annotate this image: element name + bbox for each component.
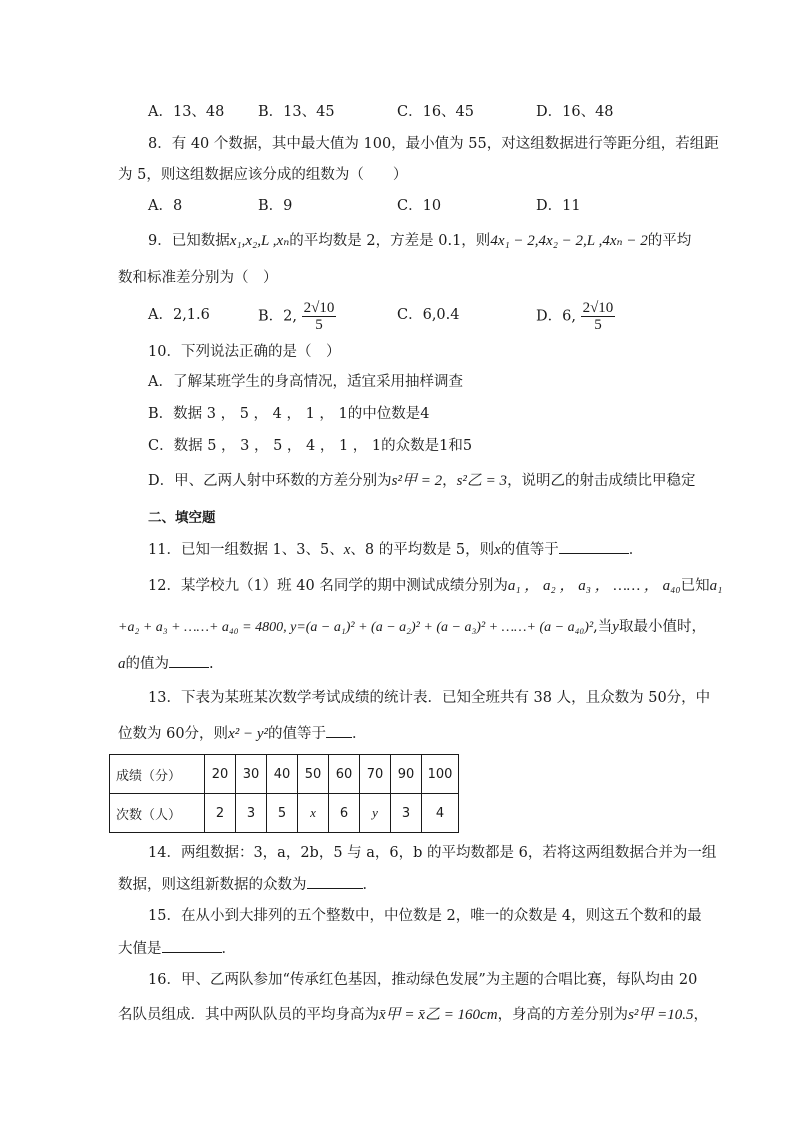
q12-stem-line3	[118, 653, 214, 674]
q12-equation: +a₂ + a₃ + ……+ a₄₀ = 4800, y=(a − a₁)² + (a − a₂)² + (a − a₃)² + ……+ (a − a₄₀)²	[118, 620, 594, 635]
q9-option-b-label: B．2,	[258, 308, 297, 325]
q10-variance-yi: s²乙 = 3	[456, 473, 508, 489]
table-cell: 100	[422, 755, 459, 794]
q14-line2-end: ．	[362, 877, 377, 893]
q9-option-b[interactable]	[258, 300, 336, 333]
score-table	[109, 754, 459, 833]
q11-prefix: 11．已知一组数据 1、3、5、	[148, 542, 344, 558]
q9-stem-line1	[148, 231, 691, 251]
q10-option-b[interactable]: B．数据 3 ， 5 ， 4 ， 1 ， 1的中位数是4	[148, 406, 430, 422]
q10-option-d[interactable]	[148, 471, 696, 491]
q8-option-c[interactable]: C．10	[397, 198, 442, 214]
q7-option-a[interactable]: A．13、48	[148, 104, 225, 120]
q13-answer-blank[interactable]	[326, 723, 352, 738]
q12-a1: a₁	[709, 578, 723, 594]
q10-option-c[interactable]: C．数据 5 ， 3 ， 5 ， 4 ， 1 ， 1的众数是1和5	[148, 438, 473, 454]
q13-stem-line1: 13．下表为某班某次数学考试成绩的统计表．已知全班共有 38 人，且众数为 50分，中	[148, 690, 711, 706]
section-heading-fill-in: 二、填空题	[148, 510, 216, 526]
q14-answer-blank[interactable]	[307, 874, 363, 889]
q12-stem-line2	[118, 617, 706, 638]
q16-stem-line2	[118, 1005, 708, 1025]
table-cell: 3	[236, 794, 267, 833]
q12-stem-line1	[148, 576, 722, 596]
q9-option-b-fraction	[302, 300, 337, 333]
q15-stem-line2	[118, 938, 236, 959]
q9-option-a[interactable]: A．2,1.6	[148, 307, 210, 323]
q11-answer-blank[interactable]	[559, 539, 629, 554]
q16-stem-line1: 16．甲、乙两队参加“传承红色基因，推动绿色发展”为主题的合唱比赛，每队均由 20	[148, 972, 698, 988]
q9-prefix: 9．已知数据	[148, 233, 230, 249]
q9-option-d-fraction	[581, 300, 616, 333]
table-cell: 20	[205, 755, 236, 794]
table-cell: 60	[329, 755, 360, 794]
q16-mean-height: x̄甲 = x̄乙 = 160cm	[379, 1007, 498, 1023]
q13-line2-end: ．	[352, 726, 367, 742]
q9-mid: 的平均数是 2，方差是 0.1，则	[289, 233, 491, 249]
q9-option-d-label: D．6,	[536, 308, 576, 325]
q9-option-b-denominator: 5	[315, 317, 323, 333]
q14-line2: 数据，则这组新数据的众数为	[118, 877, 307, 893]
q9-suffix: 的平均	[647, 233, 692, 249]
q16-line2-mid: ，身高的方差分别为	[497, 1007, 629, 1023]
q12-line3: 的值为	[125, 656, 169, 672]
q7-option-d[interactable]: D．16、48	[536, 104, 614, 120]
q8-option-b[interactable]: B．9	[258, 198, 293, 214]
q16-line2-end: ，	[693, 1007, 709, 1023]
q12-line1-end: 已知	[680, 578, 710, 594]
table-cell: 2	[205, 794, 236, 833]
table-cell: 4	[422, 794, 459, 833]
q14-stem-line1: 14．两组数据：3，a，2b，5 与 a，6，b 的平均数都是 6，若将这两组数据合并为一组	[148, 845, 717, 861]
table-cell: 3	[391, 794, 422, 833]
q11-variable-x-2: x	[494, 542, 501, 558]
q13-stem-line2	[118, 723, 367, 744]
table-cell-y: y	[360, 794, 391, 833]
q8-option-a[interactable]: A．8	[148, 198, 183, 214]
q10-option-d-separator: ，	[442, 473, 457, 489]
q9-option-d-denominator: 5	[594, 317, 602, 333]
q10-stem: 10．下列说法正确的是（ ）	[148, 344, 341, 360]
table-row-count	[110, 794, 459, 833]
table-cell: 6	[329, 794, 360, 833]
q15-stem-line1: 15．在从小到大排列的五个整数中，中位数是 2，唯一的众数是 4，则这五个数和的最	[148, 908, 702, 924]
q15-answer-blank[interactable]	[162, 938, 222, 953]
q12-sequence: a₁ ， a₂ ， a₃ ， …… ， a₄₀	[507, 578, 681, 594]
q11-end: ．	[628, 542, 644, 558]
q12-line1: 12．某学校九（1）班 40 名同学的期中测试成绩分别为	[148, 578, 508, 594]
q16-variance-jia: s²甲 =10.5	[628, 1007, 694, 1023]
table-cell: 50	[298, 755, 329, 794]
q13-line2-prefix: 位数为 60分，则	[118, 726, 229, 742]
q15-line2: 大值是	[118, 941, 162, 957]
q8-stem-line1: 8．有 40 个数据，其中最大值为 100，最小值为 55，对这组数据进行等距分组，若组距	[148, 136, 719, 152]
table-row-score	[110, 755, 459, 794]
q9-option-c[interactable]: C．6,0.4	[397, 307, 460, 323]
q12-variable-a: a	[118, 656, 126, 672]
table-cell: 70	[360, 755, 391, 794]
q12-variable-y: y	[612, 619, 619, 635]
table-cell: 40	[267, 755, 298, 794]
q16-line2-prefix: 名队员组成．其中两队队员的平均身高为	[118, 1007, 379, 1023]
q8-option-d[interactable]: D．11	[536, 198, 581, 214]
table-cell: 5	[267, 794, 298, 833]
table-cell: 90	[391, 755, 422, 794]
q11-mid: 、8 的平均数是 5，则	[350, 542, 495, 558]
q10-option-a[interactable]: A．了解某班学生的身高情况，适宜采用抽样调查	[148, 374, 463, 390]
q9-option-d-numerator: 2√10	[582, 300, 614, 316]
q9-sequence: x₁,x₂,L ,xₙ	[229, 233, 290, 249]
q11-variable-x: x	[343, 542, 351, 558]
table-header-count: 次数（人）	[110, 794, 205, 833]
q11-stem	[148, 539, 643, 560]
q12-line2-tail: 取最小值时，	[618, 619, 706, 635]
q13-line2-suffix: 的值等于	[268, 726, 326, 742]
table-cell: 30	[236, 755, 267, 794]
q12-line3-end: .	[209, 656, 214, 672]
q7-option-b[interactable]: B．13、45	[258, 104, 335, 120]
table-header-score: 成绩（分）	[110, 755, 205, 794]
q8-stem-line2: 为 5，则这组数据应该分成的组数为（ ）	[118, 167, 408, 183]
q11-suffix: 的值等于	[500, 542, 559, 558]
q14-stem-line2	[118, 874, 377, 895]
q13-expression: x² − y²	[228, 726, 268, 742]
q7-option-c[interactable]: C．16、45	[397, 104, 474, 120]
q9-stem-line2: 数和标准差分别为（ ）	[118, 270, 278, 286]
q9-option-d[interactable]	[536, 300, 615, 333]
q10-option-d-prefix: D．甲、乙两人射中环数的方差分别为	[148, 473, 392, 489]
q10-option-d-suffix: ，说明乙的射击成绩比甲稳定	[507, 473, 696, 489]
q9-options	[148, 300, 668, 340]
q12-answer-blank[interactable]	[169, 653, 209, 668]
q9-option-b-numerator: 2√10	[303, 300, 335, 316]
table-cell-x: x	[298, 794, 329, 833]
q15-line2-end: ．	[221, 941, 236, 957]
q12-line2-end: ,当	[593, 619, 613, 635]
q9-transformed-sequence: 4x₁ − 2,4x₂ − 2,L ,4xₙ − 2	[490, 233, 648, 249]
q10-variance-jia: s²甲 = 2	[391, 473, 443, 489]
